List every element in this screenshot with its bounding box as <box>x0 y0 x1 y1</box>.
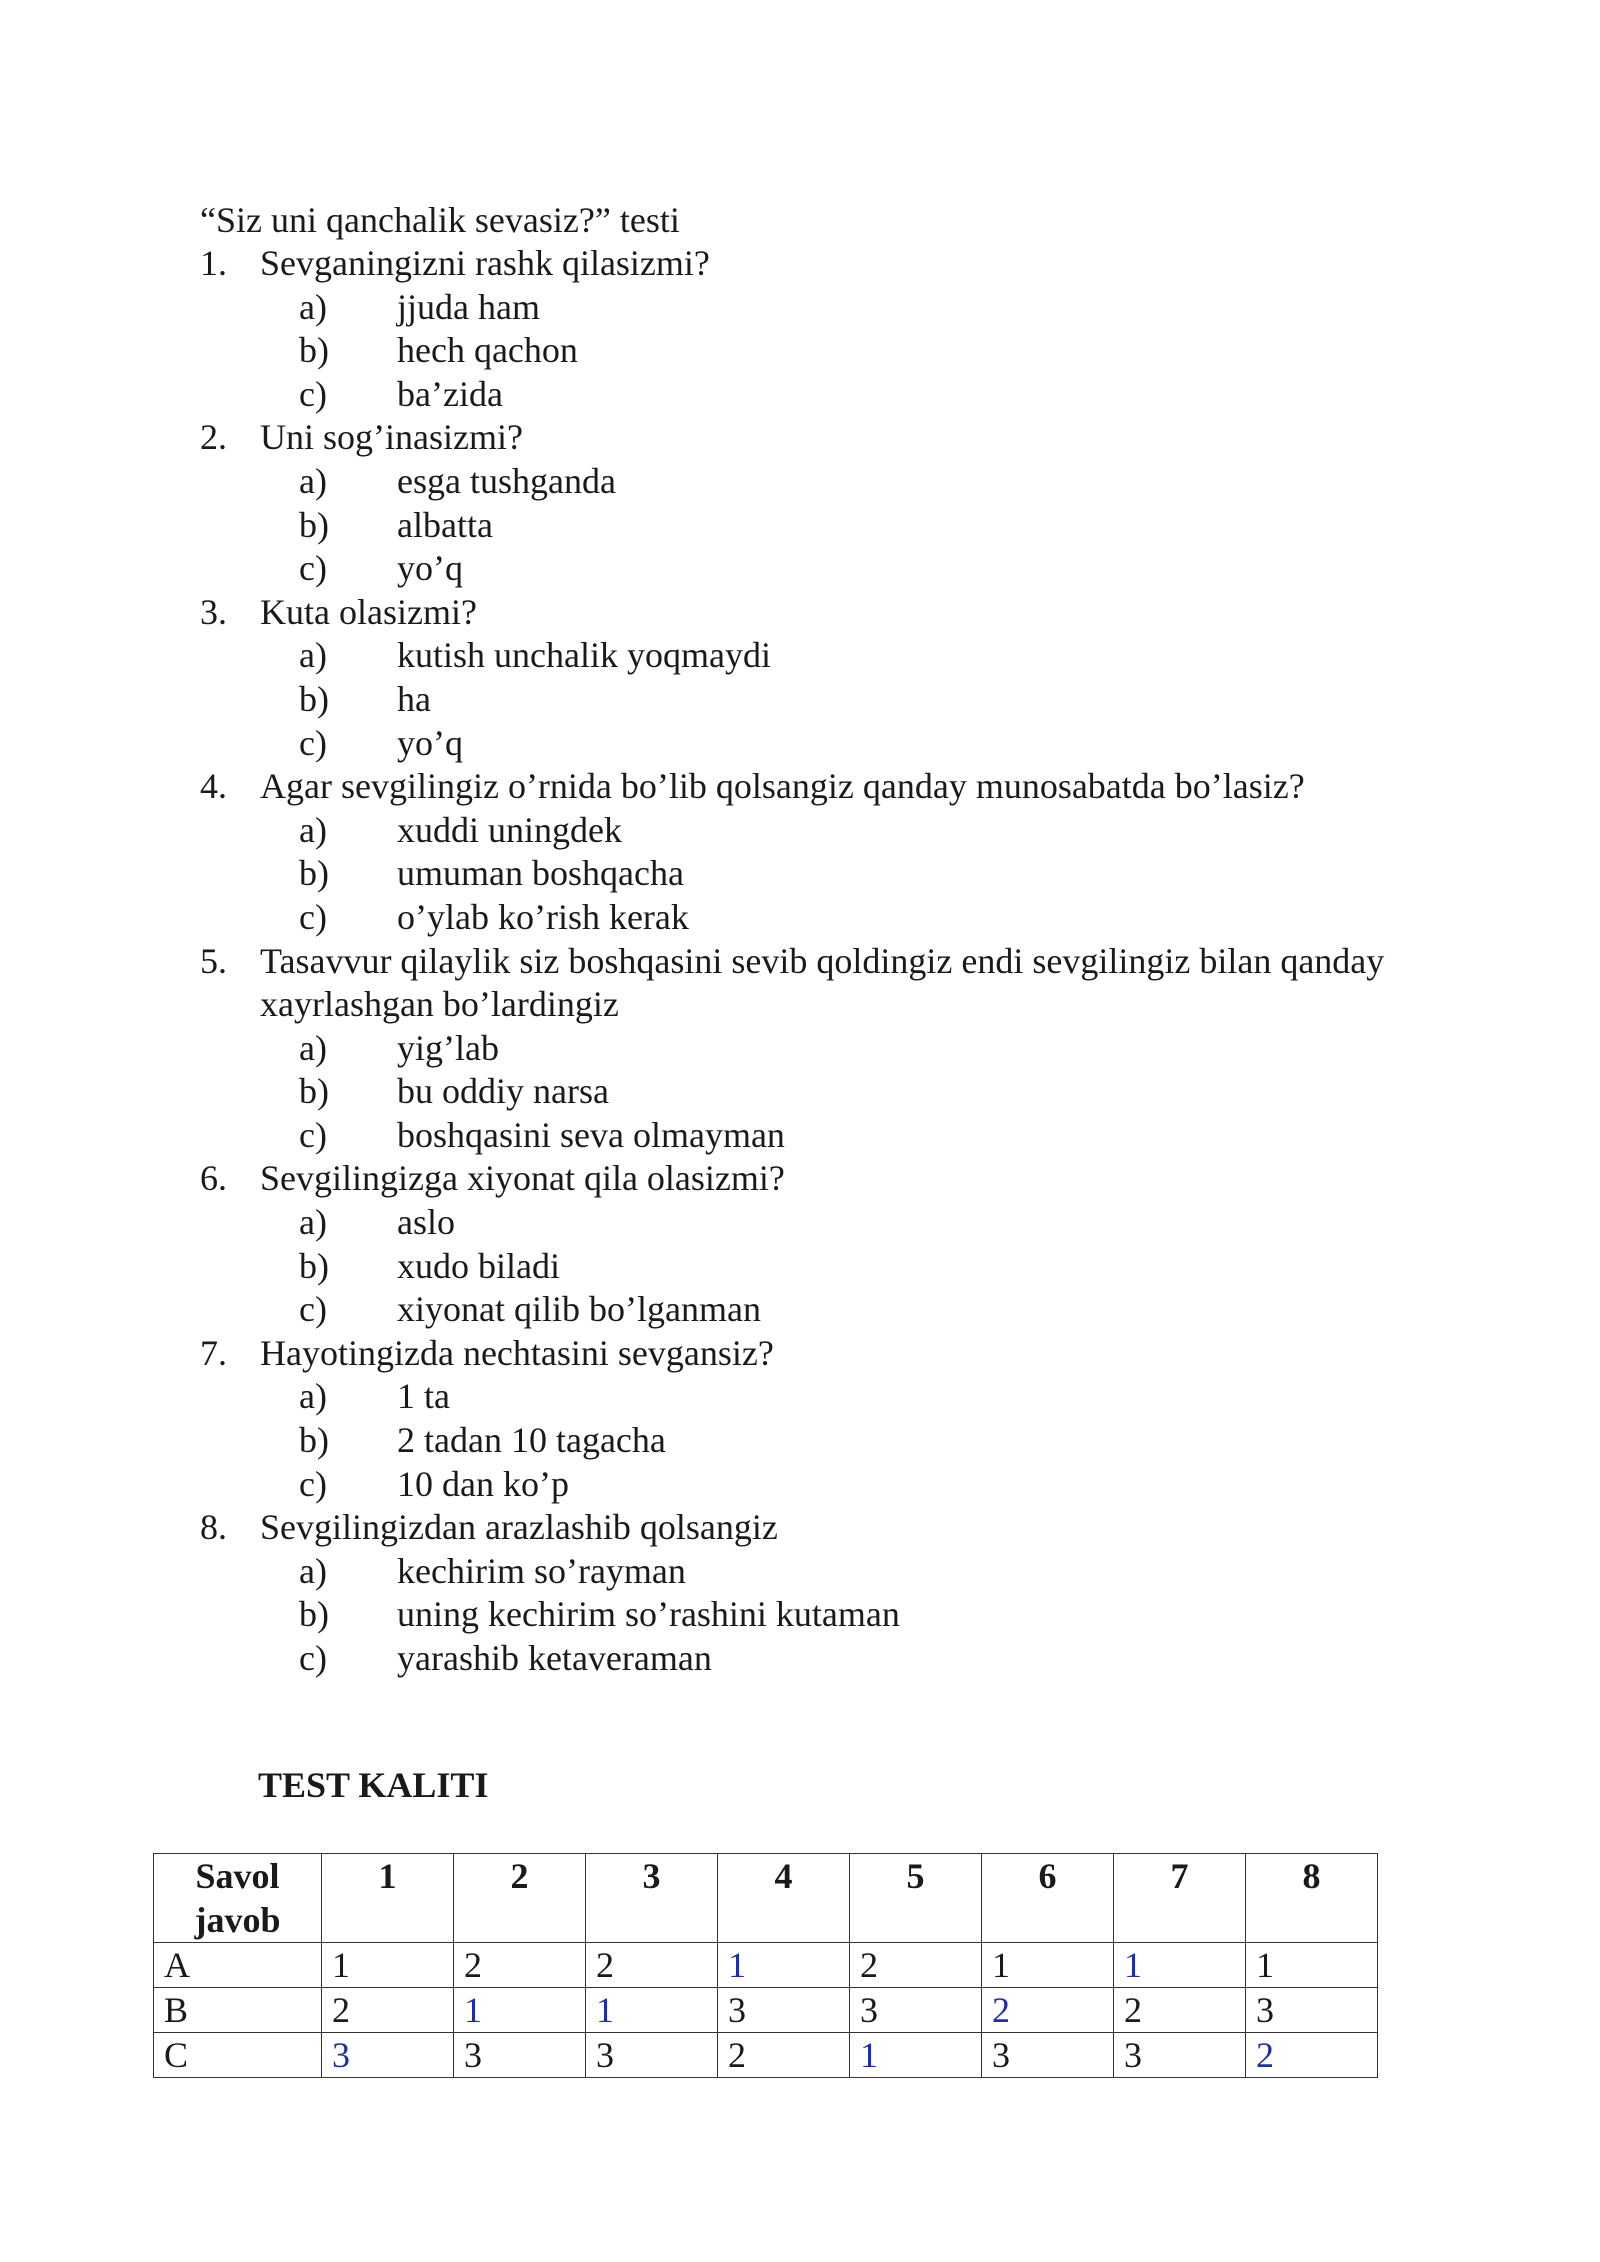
answer-key-column-header: 2 <box>454 1854 586 1943</box>
answer-key-header-row <box>154 1854 1378 1943</box>
corner-label-line: javob <box>194 1900 281 1940</box>
option-letter: b) <box>299 504 329 545</box>
answer-option <box>200 896 1480 940</box>
answer-key-cell: 1 <box>454 1988 586 2033</box>
option-letter: b) <box>299 1245 329 1286</box>
answer-key-column-header: 3 <box>586 1854 718 1943</box>
answer-option <box>200 678 1480 722</box>
option-letter: a) <box>299 1376 327 1417</box>
answer-key-column-header: 7 <box>1114 1854 1246 1943</box>
option-text: ba’zida <box>397 373 503 414</box>
answer-key-cell: 2 <box>586 1943 718 1988</box>
question-item <box>200 765 1480 939</box>
answer-key-cell: 3 <box>718 1988 850 2033</box>
question-number: 6. <box>200 1158 227 1199</box>
option-text: yo’q <box>397 722 463 763</box>
answer-key-cell: 2 <box>850 1943 982 1988</box>
answer-key-cell: 1 <box>586 1988 718 2033</box>
option-letter: a) <box>299 1550 327 1591</box>
option-letter: c) <box>299 896 327 937</box>
answer-key-cell: 1 <box>322 1943 454 1988</box>
question-line <box>200 940 1480 984</box>
option-text: ha <box>397 678 431 719</box>
answer-key-row-label: B <box>154 1988 322 2033</box>
answer-key-row-label: A <box>154 1943 322 1988</box>
answer-option <box>200 504 1480 548</box>
test-title: “Siz uni qanchalik sevasiz?” testi <box>200 200 680 240</box>
answer-option <box>200 1419 1480 1463</box>
question-number: 8. <box>200 1507 227 1548</box>
question-line <box>200 591 1480 635</box>
option-text: yo’q <box>397 548 463 589</box>
answer-option <box>200 1288 1480 1332</box>
answer-option <box>200 460 1480 504</box>
option-letter: c) <box>299 1463 327 1504</box>
answer-option <box>200 547 1480 591</box>
option-letter: a) <box>299 635 327 676</box>
option-letter: a) <box>299 1202 327 1243</box>
option-text: bu oddiy narsa <box>397 1071 609 1112</box>
question-number: 7. <box>200 1332 227 1373</box>
option-letter: b) <box>299 1594 329 1635</box>
option-text: jjuda ham <box>397 286 540 327</box>
option-letter: c) <box>299 373 327 414</box>
option-text: yig’lab <box>397 1027 499 1068</box>
question-list <box>200 242 1480 1681</box>
answer-key-cell: 2 <box>1114 1988 1246 2033</box>
answer-key-column-header: 1 <box>322 1854 454 1943</box>
question-text: Sevgilingizga xiyonat qila olasizmi? <box>260 1158 785 1199</box>
answer-key-cell: 3 <box>982 2033 1114 2078</box>
answer-option <box>200 1637 1480 1681</box>
answer-key-cell: 3 <box>1114 2033 1246 2078</box>
option-letter: c) <box>299 1114 327 1155</box>
option-letter: c) <box>299 1289 327 1330</box>
option-letter: c) <box>299 1638 327 1678</box>
answer-option <box>200 1114 1480 1158</box>
question-item <box>200 1506 1480 1680</box>
option-text: kutish unchalik yoqmaydi <box>397 635 771 676</box>
answer-key-cell: 2 <box>322 1988 454 2033</box>
option-text: esga tushganda <box>397 460 616 501</box>
question-number: 4. <box>200 766 227 807</box>
question-text: Uni sog’inasizmi? <box>260 417 523 458</box>
question-item <box>200 1157 1480 1331</box>
answer-key-column-header: 8 <box>1246 1854 1378 1943</box>
answer-key-column-header: 6 <box>982 1854 1114 1943</box>
answer-key-row-label: C <box>154 2033 322 2078</box>
question-number: 2. <box>200 417 227 458</box>
option-text: o’ylab ko’rish kerak <box>397 896 689 937</box>
option-letter: a) <box>299 809 327 850</box>
question-text: Sevganingizni rashk qilasizmi? <box>260 243 710 283</box>
option-letter: b) <box>299 330 329 371</box>
question-item <box>200 591 1480 765</box>
answer-key-cell: 3 <box>1246 1988 1378 2033</box>
answer-option <box>200 1375 1480 1419</box>
question-item <box>200 1332 1480 1506</box>
answer-key-title: TEST KALITI <box>258 1765 489 1805</box>
answer-option <box>200 286 1480 330</box>
answer-key-cell: 1 <box>850 2033 982 2078</box>
question-number: 3. <box>200 591 227 632</box>
answer-option <box>200 373 1480 417</box>
answer-key-cell: 2 <box>1246 2033 1378 2078</box>
answer-key-cell: 2 <box>982 1988 1114 2033</box>
answer-key-cell: 3 <box>322 2033 454 2078</box>
option-letter: b) <box>299 1071 329 1112</box>
answer-option <box>200 634 1480 678</box>
option-text: xuddi uningdek <box>397 809 622 850</box>
option-text: yarashib ketaveraman <box>397 1638 712 1678</box>
answer-key-cell: 1 <box>982 1943 1114 1988</box>
question-line <box>200 1506 1480 1550</box>
answer-key-column-header: 4 <box>718 1854 850 1943</box>
question-text: Sevgilingizdan arazlashib qolsangiz <box>260 1507 778 1548</box>
question-text: Tasavvur qilaylik siz boshqasini sevib qoldingiz endi sevgilingiz bilan qanday <box>260 940 1385 981</box>
option-letter: a) <box>299 286 327 327</box>
question-number: 5. <box>200 940 227 981</box>
corner-label-line: Savol <box>195 1856 280 1896</box>
answer-key-corner-cell <box>154 1854 322 1943</box>
answer-option <box>200 722 1480 766</box>
answer-option <box>200 1593 1480 1637</box>
answer-key-cell: 1 <box>1246 1943 1378 1988</box>
question-item <box>200 940 1480 1158</box>
answer-key-cell: 1 <box>1114 1943 1246 1988</box>
option-letter: c) <box>299 548 327 589</box>
option-letter: a) <box>299 1027 327 1068</box>
answer-key-cell: 2 <box>454 1943 586 1988</box>
option-letter: b) <box>299 853 329 894</box>
question-line <box>200 1332 1480 1376</box>
answer-key-row <box>154 1988 1378 2033</box>
answer-key-cell: 3 <box>586 2033 718 2078</box>
answer-option <box>200 852 1480 896</box>
answer-option <box>200 1201 1480 1245</box>
answer-key-cell: 3 <box>454 2033 586 2078</box>
answer-key-column-header: 5 <box>850 1854 982 1943</box>
option-letter: a) <box>299 460 327 501</box>
question-line <box>200 765 1480 809</box>
option-text: 2 tadan 10 tagacha <box>397 1420 666 1461</box>
option-letter: b) <box>299 1420 329 1461</box>
option-text: xiyonat qilib bo’lganman <box>397 1289 761 1330</box>
answer-option <box>200 1550 1480 1594</box>
question-item <box>200 242 1480 416</box>
option-text: aslo <box>397 1202 455 1243</box>
option-letter: b) <box>299 678 329 719</box>
question-line <box>200 242 1480 286</box>
answer-option <box>200 1463 1480 1507</box>
question-text: Hayotingizda nechtasini sevgansiz? <box>260 1332 774 1373</box>
option-text: albatta <box>397 504 493 545</box>
question-number: 1. <box>200 243 227 283</box>
question-text: Kuta olasizmi? <box>260 591 477 632</box>
answer-key-table <box>153 1853 1378 2078</box>
option-text: 10 dan ko’p <box>397 1463 569 1504</box>
question-line <box>200 1157 1480 1201</box>
option-text: 1 ta <box>397 1376 450 1417</box>
option-text: uning kechirim so’rashini kutaman <box>397 1594 900 1635</box>
question-text: xayrlashgan bo’lardingiz <box>260 984 619 1025</box>
answer-key-row <box>154 1943 1378 1988</box>
answer-key-cell: 1 <box>718 1943 850 1988</box>
answer-option <box>200 1027 1480 1071</box>
option-text: kechirim so’rayman <box>397 1550 686 1591</box>
answer-option <box>200 1245 1480 1289</box>
question-text: Agar sevgilingiz o’rnida bo’lib qolsangiz qanday munosabatda bo’lasiz? <box>260 766 1305 807</box>
answer-option <box>200 1070 1480 1114</box>
option-text: xudo biladi <box>397 1245 560 1286</box>
answer-key-cell: 2 <box>718 2033 850 2078</box>
option-text: hech qachon <box>397 330 578 371</box>
question-item <box>200 416 1480 590</box>
option-text: boshqasini seva olmayman <box>397 1114 785 1155</box>
answer-option <box>200 329 1480 373</box>
answer-key-cell: 3 <box>850 1988 982 2033</box>
question-line-continued <box>200 983 1480 1027</box>
option-text: umuman boshqacha <box>397 853 684 894</box>
answer-option <box>200 809 1480 853</box>
question-line <box>200 416 1480 460</box>
option-letter: c) <box>299 722 327 763</box>
answer-key-row <box>154 2033 1378 2078</box>
